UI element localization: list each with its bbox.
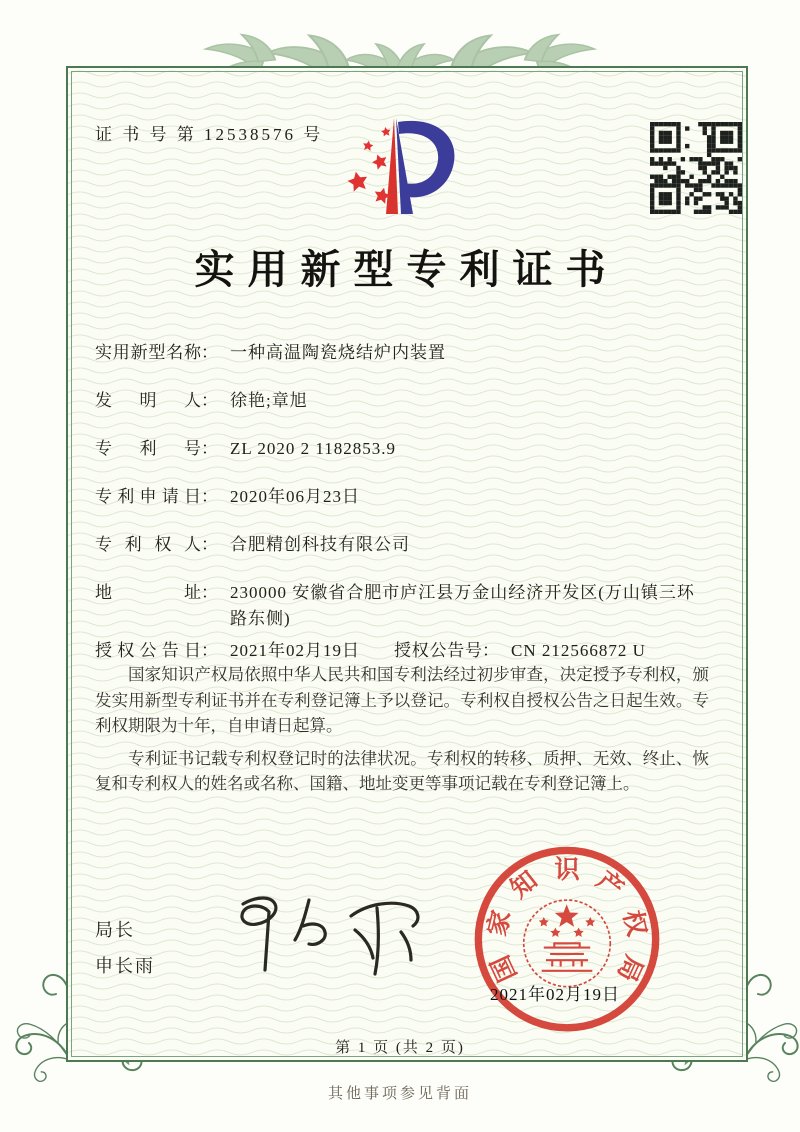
patent-number: ZL 2020 2 1182853.9 — [230, 439, 397, 458]
patent-fields — [95, 340, 711, 686]
field-label: 发明人 — [95, 391, 201, 410]
svg-text:识: 识 — [554, 855, 580, 884]
certificate-number: 证 书 号 第 12538576 号 — [95, 125, 324, 144]
field-row-name: 实用新型名称 ： 一种高温陶瓷烧结炉内装置 — [95, 340, 711, 388]
field-label: 授权公告日 — [95, 641, 201, 660]
seal-date: 2021年02月19日 — [490, 985, 620, 1004]
field-row-address: 地址 ： 230000 安徽省合肥市庐江县万金山经济开发区(万山镇三环路东侧) — [95, 580, 711, 638]
utility-model-name: 一种高温陶瓷烧结炉内装置 — [230, 343, 446, 362]
field-row-patentee: 专利权人 ： 合肥精创科技有限公司 — [95, 532, 711, 580]
field-label: 专利号 — [95, 439, 201, 458]
filing-date: 2020年06月23日 — [230, 487, 360, 506]
field-label: 授权公告号 — [394, 641, 482, 660]
qr-code — [650, 122, 742, 214]
field-row-grant: 授权公告日 ： 2021年02月19日 授权公告号 ： CN 212566872 U — [95, 638, 711, 686]
svg-text:局: 局 — [611, 950, 648, 986]
field-label: 地址 — [95, 583, 201, 602]
inventors: 徐艳;章旭 — [230, 391, 308, 410]
certificate-title: 实用新型专利证书 — [194, 247, 619, 292]
legal-paragraph-1: 国家知识产权局依照中华人民共和国专利法经过初步审查，决定授予专利权，颁发实用新型专利证书并在专利登记簿上予以登记。专利权自授权公告之日起生效。专利权期限为十年，自申请日起算。 — [95, 665, 709, 735]
field-label: 实用新型名称 — [95, 343, 201, 362]
legal-text — [95, 662, 709, 804]
director-signature — [205, 882, 435, 992]
svg-text:家: 家 — [483, 907, 517, 939]
logo-stars — [346, 126, 392, 204]
seal-national-emblem — [539, 904, 595, 971]
svg-text:国: 国 — [486, 950, 523, 986]
svg-text:权: 权 — [617, 907, 651, 939]
page-number: 第 1 页 (共 2 页) — [335, 1040, 465, 1056]
svg-text:产: 产 — [591, 865, 629, 904]
patentee-address: 230000 安徽省合肥市庐江县万金山经济开发区(万山镇三环路东侧) — [230, 583, 695, 628]
field-row-filing-date: 专利申请日 ： 2020年06月23日 — [95, 484, 711, 532]
field-label: 专利权人 — [95, 535, 201, 554]
svg-text:知: 知 — [505, 865, 543, 904]
cnipa-logo-icon — [338, 110, 466, 222]
patentee: 合肥精创科技有限公司 — [230, 535, 410, 554]
grant-number: CN 212566872 U — [511, 641, 646, 660]
field-label: 专利申请日 — [95, 487, 201, 506]
legal-paragraph-2: 专利证书记载专利权登记时的法律状况。专利权的转移、质押、无效、终止、恢复和专利权人的姓名或名称、国籍、地址变更等事项记载在专利登记簿上。 — [95, 748, 709, 793]
field-row-inventor: 发明人 ： 徐艳;章旭 — [95, 388, 711, 436]
signer-name: 申长雨 — [95, 956, 155, 976]
signer-block — [95, 912, 155, 984]
grant-date: 2021年02月19日 — [230, 641, 360, 660]
field-row-patent-no: 专利号 ： ZL 2020 2 1182853.9 — [95, 436, 711, 484]
back-side-note: 其他事项参见背面 — [327, 1086, 472, 1102]
signer-title: 局长 — [95, 920, 135, 940]
grant-number-pair: 授权公告号 ： CN 212566872 U — [394, 638, 646, 664]
logo-p-mark — [386, 118, 454, 214]
